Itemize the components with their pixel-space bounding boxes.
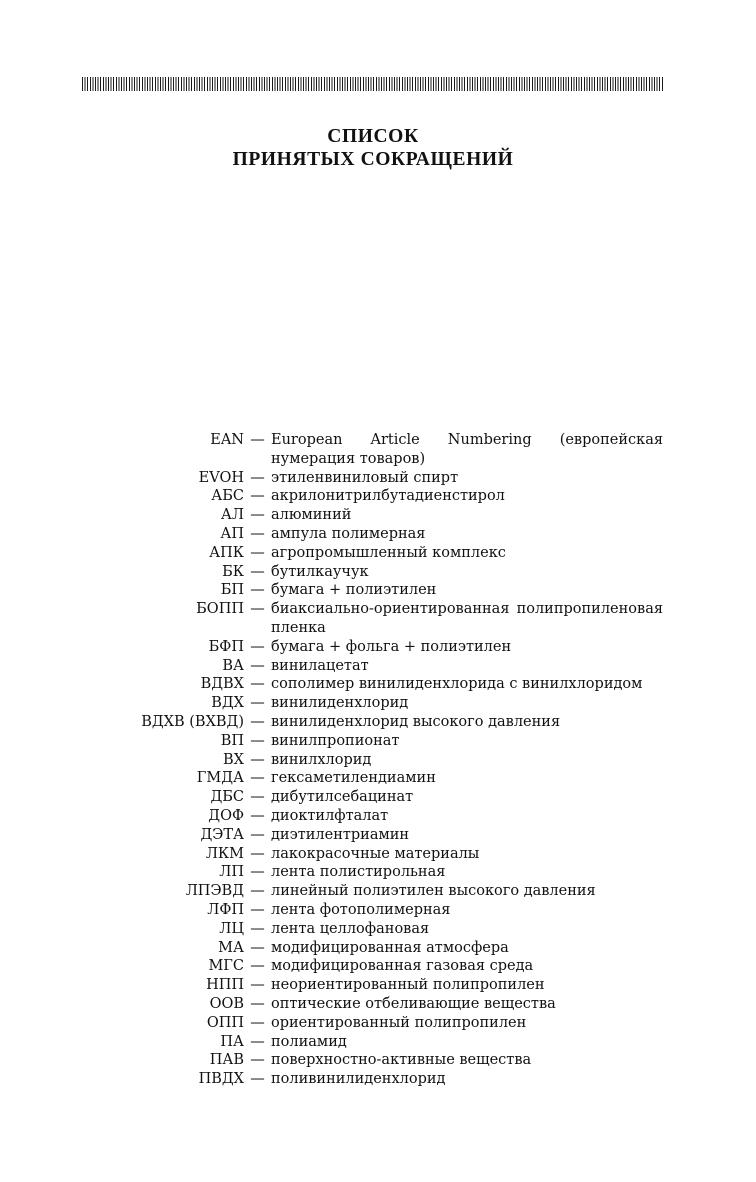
abbreviation-term: ПАВ bbox=[209, 1052, 244, 1069]
abbreviation-entry bbox=[0, 657, 756, 676]
abbreviation-entry bbox=[0, 675, 756, 694]
abbreviation-term: ВП bbox=[220, 732, 244, 749]
abbreviation-definition: гексаметилендиамин bbox=[271, 770, 436, 787]
abbreviation-entry bbox=[0, 469, 756, 488]
abbreviation-term: ЛПЭВД bbox=[185, 883, 244, 900]
abbreviation-entry bbox=[0, 563, 756, 582]
abbreviation-definition: биаксиально-ориентированная полипропиленовая пленка bbox=[271, 601, 663, 636]
abbreviation-term: ДЭТА bbox=[200, 826, 244, 843]
abbreviation-entry bbox=[0, 788, 756, 807]
abbreviation-entry bbox=[0, 694, 756, 713]
em-dash-separator: — bbox=[250, 995, 265, 1012]
abbreviation-definition: линейный полиэтилен высокого давления bbox=[271, 883, 596, 900]
abbreviation-definition: винилиденхлорид высокого давления bbox=[271, 713, 561, 730]
em-dash-separator: — bbox=[250, 789, 265, 806]
abbreviation-definition: лента целлофановая bbox=[271, 920, 430, 937]
em-dash-separator: — bbox=[250, 582, 265, 599]
em-dash-separator: — bbox=[250, 826, 265, 843]
abbreviation-definition: бутилкаучук bbox=[271, 563, 369, 580]
em-dash-separator: — bbox=[250, 1071, 265, 1088]
em-dash-separator: — bbox=[250, 1033, 265, 1050]
abbreviation-definition: этиленвиниловый спирт bbox=[271, 469, 459, 486]
abbreviation-term: АЛ bbox=[220, 507, 244, 524]
em-dash-separator: — bbox=[250, 864, 265, 881]
abbreviation-definition: винилацетат bbox=[271, 657, 369, 674]
em-dash-separator: — bbox=[250, 1052, 265, 1069]
em-dash-separator: — bbox=[250, 638, 265, 655]
abbreviation-term: АБС bbox=[211, 488, 244, 505]
abbreviation-definition: дибутилсебацинат bbox=[271, 789, 414, 806]
abbreviation-entry bbox=[0, 525, 756, 544]
em-dash-separator: — bbox=[250, 807, 265, 824]
abbreviation-term: ГМДА bbox=[196, 770, 244, 787]
em-dash-separator: — bbox=[250, 601, 265, 618]
abbreviation-entry bbox=[0, 1070, 756, 1089]
abbreviation-term: ВДХВ (ВХВД) bbox=[141, 713, 244, 730]
em-dash-separator: — bbox=[250, 883, 265, 900]
abbreviation-term: АПК bbox=[209, 544, 244, 561]
abbreviation-definition: лакокрасочные материалы bbox=[271, 845, 480, 862]
abbreviation-entry bbox=[0, 807, 756, 826]
abbreviation-term: ОПП bbox=[206, 1014, 244, 1031]
abbreviation-definition: бумага + фольга + полиэтилен bbox=[271, 638, 512, 655]
abbreviation-entry bbox=[0, 882, 756, 901]
header-rule bbox=[82, 77, 664, 91]
em-dash-separator: — bbox=[250, 488, 265, 505]
abbreviation-entry bbox=[0, 845, 756, 864]
abbreviation-entry bbox=[0, 713, 756, 732]
em-dash-separator: — bbox=[250, 958, 265, 975]
abbreviation-definition: неориентированный полипропилен bbox=[271, 977, 545, 994]
abbreviation-term: ЛФП bbox=[207, 901, 244, 918]
abbreviation-term: EAN bbox=[210, 432, 244, 448]
abbreviation-term: АП bbox=[220, 525, 244, 542]
abbreviation-term: ВХ bbox=[223, 751, 244, 768]
abbreviation-definition: винилиденхлорид bbox=[271, 695, 409, 712]
em-dash-separator: — bbox=[250, 1014, 265, 1031]
abbreviation-term: ВА bbox=[222, 657, 244, 674]
em-dash-separator: — bbox=[250, 563, 265, 580]
abbreviation-entry bbox=[0, 732, 756, 751]
abbreviation-definition: European Article Numbering (европейская нумерация товаров) bbox=[271, 432, 663, 467]
em-dash-separator: — bbox=[250, 770, 265, 787]
abbreviation-entry bbox=[0, 1051, 756, 1070]
abbreviation-definition: винилхлорид bbox=[271, 751, 372, 768]
abbreviation-term: EVOH bbox=[198, 469, 244, 486]
abbreviation-definition: диэтилентриамин bbox=[271, 826, 410, 843]
abbreviation-entry bbox=[0, 506, 756, 525]
abbreviation-entry bbox=[0, 826, 756, 845]
em-dash-separator: — bbox=[250, 695, 265, 712]
em-dash-separator: — bbox=[250, 525, 265, 542]
abbreviation-definition: диоктилфталат bbox=[271, 807, 389, 824]
em-dash-separator: — bbox=[250, 676, 265, 693]
abbreviation-definition: оптические отбеливающие вещества bbox=[271, 995, 556, 1012]
abbreviation-term: ПА bbox=[220, 1033, 244, 1050]
em-dash-separator: — bbox=[250, 469, 265, 486]
abbreviation-entry bbox=[0, 863, 756, 882]
abbreviation-definition: ампула полимерная bbox=[271, 525, 426, 542]
abbreviation-entry bbox=[0, 1014, 756, 1033]
abbreviation-list bbox=[0, 431, 756, 1089]
abbreviation-term: ЛЦ bbox=[219, 920, 244, 937]
abbreviation-term: ЛКМ bbox=[205, 845, 244, 862]
em-dash-separator: — bbox=[250, 845, 265, 862]
abbreviation-definition: бумага + полиэтилен bbox=[271, 582, 437, 599]
abbreviation-definition: лента фотополимерная bbox=[271, 901, 451, 918]
abbreviation-entry bbox=[0, 920, 756, 939]
abbreviation-entry bbox=[0, 751, 756, 770]
em-dash-separator: — bbox=[250, 939, 265, 956]
abbreviation-definition: винилпропионат bbox=[271, 732, 400, 749]
em-dash-separator: — bbox=[250, 977, 265, 994]
page-title-line-1: СПИСОК bbox=[327, 126, 419, 147]
abbreviation-entry bbox=[0, 976, 756, 995]
abbreviation-term: ДБС bbox=[210, 789, 244, 806]
em-dash-separator: — bbox=[250, 732, 265, 749]
abbreviation-entry bbox=[0, 431, 756, 469]
abbreviation-definition: алюминий bbox=[271, 507, 352, 524]
em-dash-separator: — bbox=[250, 713, 265, 730]
abbreviation-definition: поверхностно-активные вещества bbox=[271, 1052, 532, 1069]
em-dash-separator: — bbox=[250, 751, 265, 768]
em-dash-separator: — bbox=[250, 507, 265, 524]
em-dash-separator: — bbox=[250, 544, 265, 561]
em-dash-separator: — bbox=[250, 920, 265, 937]
page-title-line-2: ПРИНЯТЫХ СОКРАЩЕНИЙ bbox=[232, 149, 514, 170]
abbreviation-term: ООВ bbox=[209, 995, 244, 1012]
abbreviation-term: БОПП bbox=[196, 601, 244, 618]
abbreviation-term: БП bbox=[220, 582, 244, 599]
abbreviation-term: ДОФ bbox=[208, 807, 244, 824]
abbreviation-entry bbox=[0, 487, 756, 506]
abbreviation-definition: модифицированная атмосфера bbox=[271, 939, 509, 956]
abbreviation-term: НПП bbox=[206, 977, 244, 994]
abbreviation-entry bbox=[0, 600, 756, 638]
abbreviation-entry bbox=[0, 939, 756, 958]
abbreviation-definition: полиамид bbox=[271, 1033, 347, 1050]
abbreviation-term: БК bbox=[222, 563, 244, 580]
abbreviation-entry bbox=[0, 544, 756, 563]
abbreviation-definition: лента полистирольная bbox=[271, 864, 446, 881]
abbreviation-entry bbox=[0, 1033, 756, 1052]
abbreviation-term: БФП bbox=[208, 638, 244, 655]
abbreviation-term: ПВДХ bbox=[198, 1071, 244, 1088]
abbreviation-definition: модифицированная газовая среда bbox=[271, 958, 534, 975]
abbreviation-entry bbox=[0, 957, 756, 976]
abbreviation-definition: поливинилиденхлорид bbox=[271, 1071, 446, 1088]
abbreviation-term: ВДХ bbox=[211, 695, 244, 712]
abbreviation-entry bbox=[0, 901, 756, 920]
abbreviation-term: МА bbox=[218, 939, 244, 956]
abbreviation-term: ЛП bbox=[219, 864, 244, 881]
abbreviation-entry bbox=[0, 995, 756, 1014]
abbreviation-definition: агропромышленный комплекс bbox=[271, 544, 506, 561]
abbreviation-definition: ориентированный полипропилен bbox=[271, 1014, 527, 1031]
abbreviation-entry bbox=[0, 638, 756, 657]
em-dash-separator: — bbox=[250, 657, 265, 674]
abbreviation-entry bbox=[0, 769, 756, 788]
abbreviation-entry bbox=[0, 581, 756, 600]
em-dash-separator: — bbox=[250, 432, 265, 448]
abbreviation-term: ВДВХ bbox=[200, 676, 244, 693]
abbreviation-definition: акрилонитрилбутадиенстирол bbox=[271, 488, 505, 505]
em-dash-separator: — bbox=[250, 901, 265, 918]
abbreviation-term: МГС bbox=[208, 958, 244, 975]
abbreviation-definition: сополимер винилиденхлорида с винилхлоридом bbox=[271, 676, 643, 693]
